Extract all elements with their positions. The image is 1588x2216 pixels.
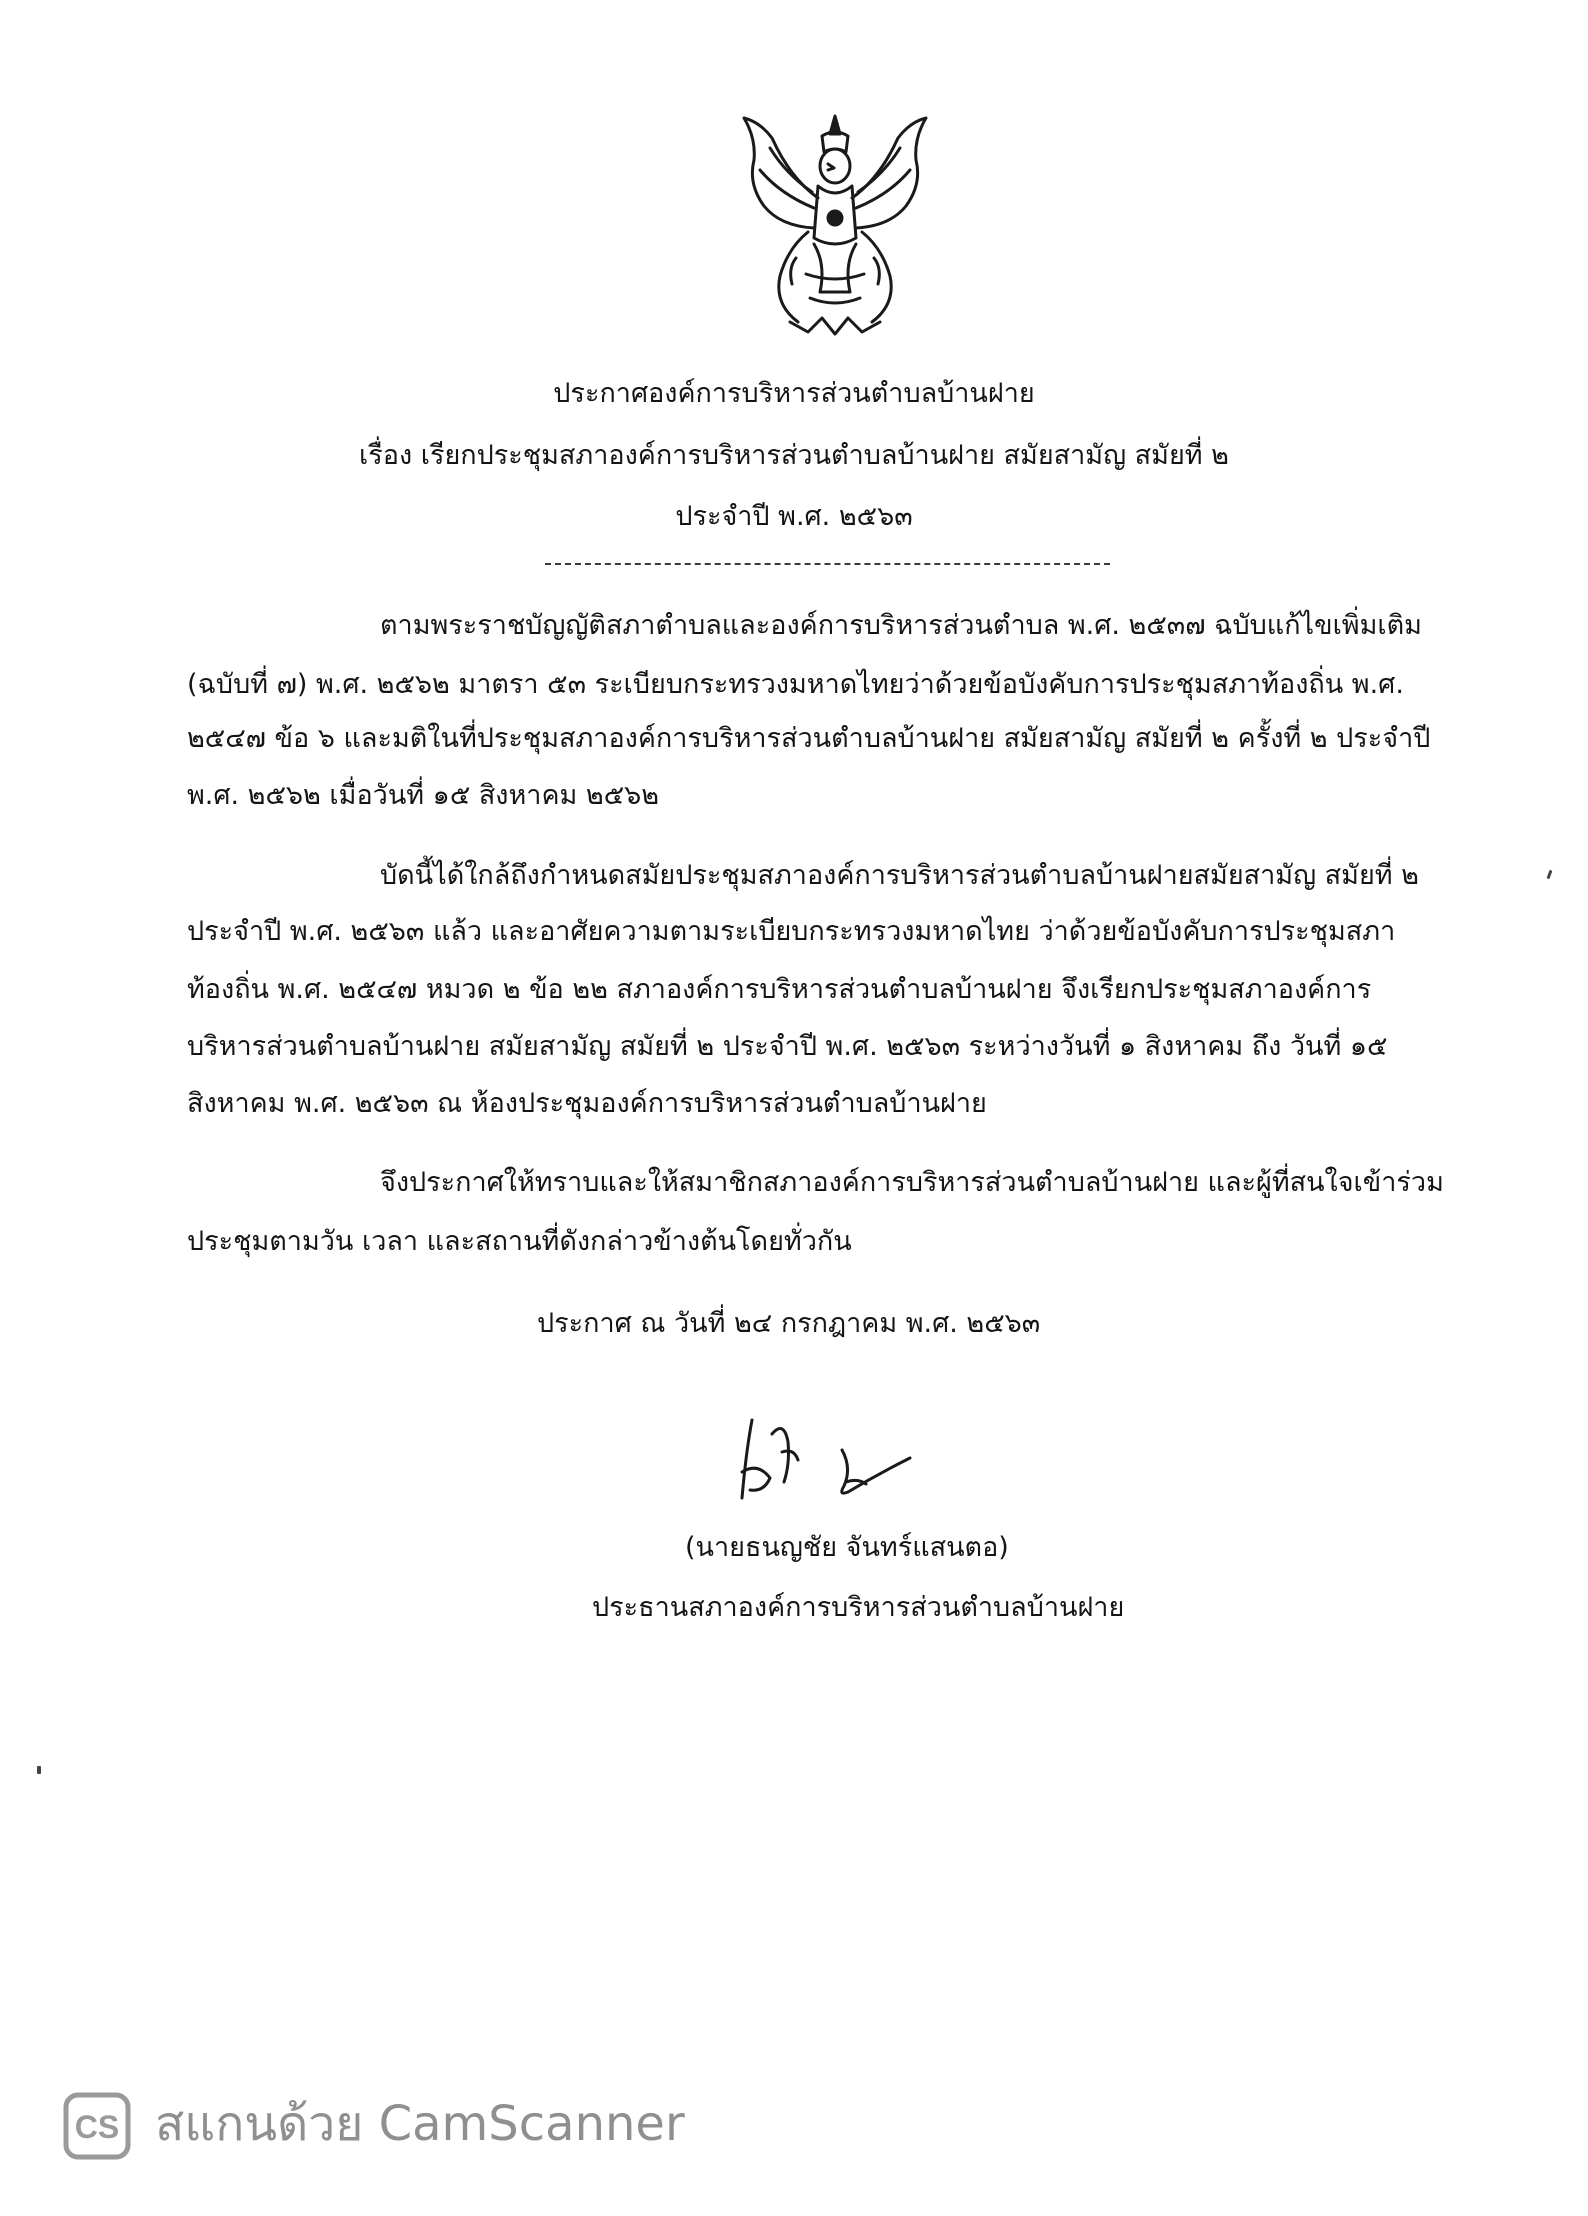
- camscanner-watermark: สแกนด้วย CamScanner: [155, 2096, 685, 2152]
- announcement-title: ประกาศองค์การบริหารส่วนตำบลบ้านฝาย: [553, 378, 1035, 409]
- scan-speck: [1547, 870, 1553, 879]
- paragraph-2-line-4: บริหารส่วนตำบลบ้านฝาย สมัยสามัญ สมัยที่ ๒ ประจำปี พ.ศ. ๒๕๖๓ ระหว่างวันที่ ๑ สิงหาคม ถึง วันที่ ๑๕: [187, 1031, 1388, 1062]
- garuda-emblem-icon: [730, 108, 940, 343]
- announcement-year: ประจำปี พ.ศ. ๒๕๖๓: [675, 501, 913, 532]
- scan-speck: [37, 1766, 41, 1774]
- paragraph-2-line-3: ท้องถิ่น พ.ศ. ๒๕๔๗ หมวด ๒ ข้อ ๒๒ สภาองค์การบริหารส่วนตำบลบ้านฝาย จึงเรียกประชุมสภาองค์การ: [187, 974, 1372, 1005]
- paragraph-2-line-5: สิงหาคม พ.ศ. ๒๕๖๓ ณ ห้องประชุมองค์การบริหารส่วนตำบลบ้านฝาย: [187, 1088, 987, 1119]
- announcement-date: ประกาศ ณ วันที่ ๒๔ กรกฎาคม พ.ศ. ๒๕๖๓: [537, 1308, 1041, 1339]
- signer-position: ประธานสภาองค์การบริหารส่วนตำบลบ้านฝาย: [592, 1592, 1125, 1623]
- paragraph-1-line-4: พ.ศ. ๒๕๖๒ เมื่อวันที่ ๑๕ สิงหาคม ๒๕๖๒: [187, 780, 660, 811]
- paragraph-3-line-2: ประชุมตามวัน เวลา และสถานที่ดังกล่าวข้างต้นโดยทั่วกัน: [187, 1226, 852, 1257]
- handwritten-signature: [728, 1412, 918, 1504]
- camscanner-logo-icon: [63, 2092, 131, 2160]
- divider-line: [545, 563, 1110, 565]
- paragraph-3-line-1: จึงประกาศให้ทราบและให้สมาชิกสภาองค์การบริหารส่วนตำบลบ้านฝาย และผู้ที่สนใจเข้าร่วม: [380, 1167, 1444, 1198]
- announcement-subject: เรื่อง เรียกประชุมสภาองค์การบริหารส่วนตำบลบ้านฝาย สมัยสามัญ สมัยที่ ๒: [359, 440, 1229, 471]
- paragraph-1-line-1: ตามพระราชบัญญัติสภาตำบลและองค์การบริหารส่วนตำบล พ.ศ. ๒๕๓๗ ฉบับแก้ไขเพิ่มเติม: [380, 610, 1422, 641]
- signer-name: (นายธนญชัย จันทร์แสนตอ): [685, 1532, 1009, 1563]
- paragraph-1-line-2: (ฉบับที่ ๗) พ.ศ. ๒๕๖๒ มาตรา ๕๓ ระเบียบกระทรวงมหาดไทยว่าด้วยข้อบังคับการประชุมสภาท้องถิ่น พ.ศ.: [187, 669, 1404, 700]
- paragraph-2-line-2: ประจำปี พ.ศ. ๒๕๖๓ แล้ว และอาศัยความตามระเบียบกระทรวงมหาดไทย ว่าด้วยข้อบังคับการประชุมสภา: [187, 916, 1396, 947]
- svg-text:CS: CS: [74, 2109, 120, 2145]
- paragraph-1-line-3: ๒๕๔๗ ข้อ ๖ และมติในที่ประชุมสภาองค์การบริหารส่วนตำบลบ้านฝาย สมัยสามัญ สมัยที่ ๒ ครั้งที่ ๒ ประจำปี: [187, 723, 1431, 754]
- paragraph-2-line-1: บัดนี้ได้ใกล้ถึงกำหนดสมัยประชุมสภาองค์การบริหารส่วนตำบลบ้านฝายสมัยสามัญ สมัยที่ ๒: [380, 860, 1419, 891]
